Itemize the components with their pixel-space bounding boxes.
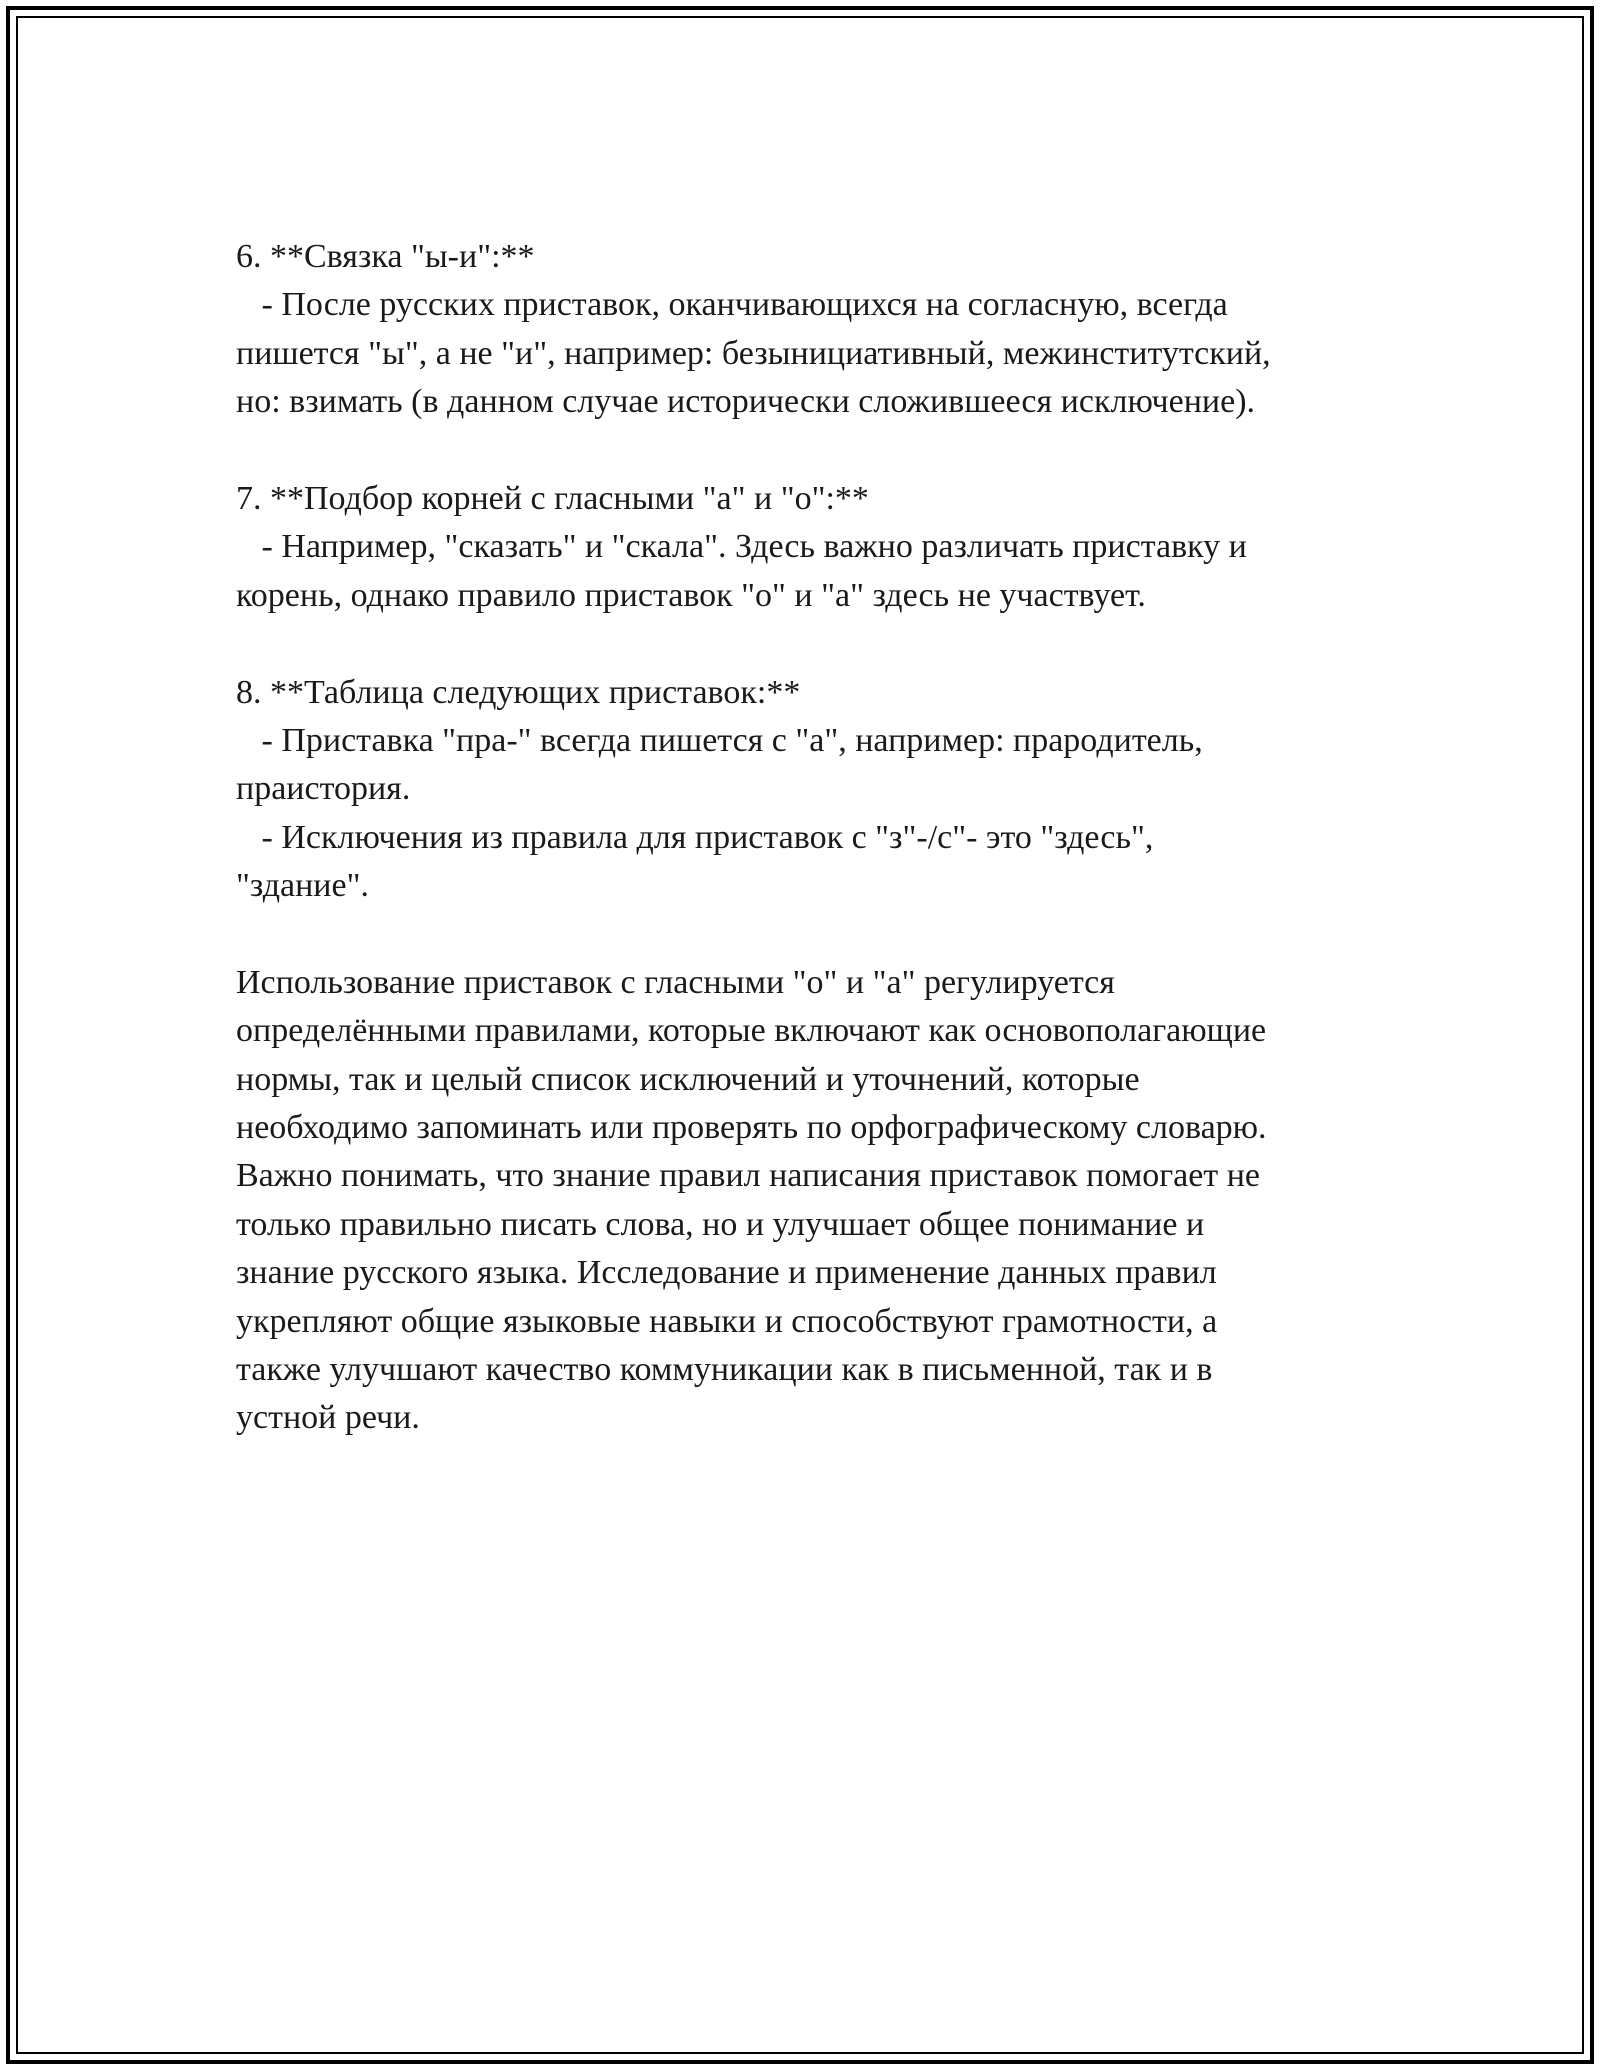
text-line: - После русских приставок, оканчивающихся на согласную, всегда	[236, 286, 1228, 324]
text-line: Использование приставок с гласными "о" и "а" регулируется	[236, 963, 1115, 1001]
text-line: но: взимать (в данном случае исторически сложившееся исключение).	[236, 383, 1256, 421]
text-line: только правильно писать слова, но и улучшает общее понимание и	[236, 1205, 1205, 1243]
section-heading: 7. **Подбор корней с гласными "а" и "о":**	[236, 479, 869, 517]
text-line: также улучшают качество коммуникации как в письменной, так и в	[236, 1350, 1213, 1388]
text-line: устной речи.	[236, 1399, 420, 1437]
section-heading: 6. **Связка "ы-и":**	[236, 238, 535, 275]
paragraph-spacer	[236, 910, 1386, 958]
text-line: - Приставка "пра-" всегда пишется с "а", например: прародитель,	[236, 721, 1203, 759]
text-line: Важно понимать, что знание правил написания приставок помогает не	[236, 1157, 1260, 1195]
text-line: - Исключения из правила для приставок с "з"-/с"- это "здесь",	[236, 818, 1154, 856]
conclusion-paragraph	[236, 959, 1386, 1443]
section-heading: 8. **Таблица следующих приставок:**	[236, 673, 801, 711]
paragraph-spacer	[236, 427, 1386, 475]
document-body	[236, 233, 1386, 1443]
text-line: "здание".	[236, 867, 369, 905]
paragraph-spacer	[236, 620, 1386, 668]
text-line: необходимо запоминать или проверять по орфографическому словарю.	[236, 1109, 1267, 1147]
text-line: определёнными правилами, которые включают как основополагающие	[236, 1012, 1267, 1050]
text-line: пишется "ы", а не "и", например: безынициативный, межинститутский,	[236, 334, 1271, 372]
section-7	[236, 475, 1386, 620]
section-8	[236, 669, 1386, 911]
text-line: праистория.	[236, 770, 411, 808]
text-line: укрепляют общие языковые навыки и способствуют грамотности, а	[236, 1302, 1218, 1340]
text-line: - Например, "сказать" и "скала". Здесь важно различать приставку и	[236, 528, 1247, 566]
section-6	[236, 233, 1386, 427]
text-line: корень, однако правило приставок "о" и "а" здесь не участвует.	[236, 576, 1146, 614]
text-line: нормы, так и целый список исключений и уточнений, которые	[236, 1060, 1140, 1098]
text-line: знание русского языка. Исследование и применение данных правил	[236, 1254, 1217, 1292]
